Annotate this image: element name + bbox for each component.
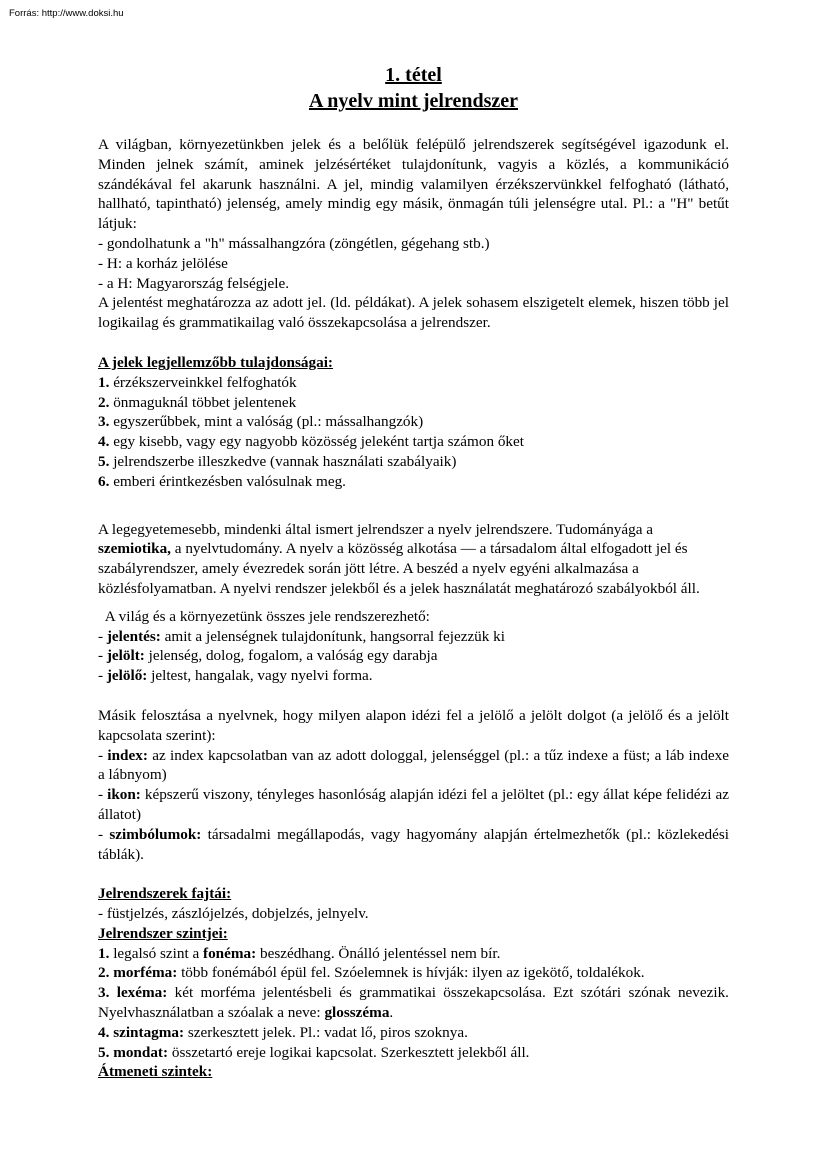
term: ikon: [107,786,141,804]
title-line-1: 1. tétel [385,64,442,86]
term: szintagma: [109,1023,185,1041]
definition-item: - index: az index kapcsolatban van az adott dologgal, jelenséggel (pl.: a tűz indexe a füst; a láb indexe a lábnyom) [98,746,729,784]
definition-item: - jelölt: jelenség, dolog, fogalom, a valóság egy darabja [98,647,438,665]
term: index: [107,746,148,764]
term: fonéma: [203,944,257,962]
section-heading-types: Jelrendszerek fajtái: [98,885,232,903]
term-szemiotika: szemiotika, [98,540,171,558]
section-heading-properties: A jelek legjellemzőbb tulajdonságai: [98,353,333,371]
list-item: 5. jelrendszerbe illeszkedve (vannak használati szabályaik) [98,452,457,470]
example-line: - H: a korház jelölése [98,254,228,272]
level-item: 3. lexéma: két morféma jelentésbeli és grammatikai összekapcsolása. Ezt szótári szónak nevezik. Nyelvhasználatban a szóalak a neve: glosszéma. [98,984,729,1022]
item-number: 2. [98,393,110,411]
definition-item: - jelölő: jeltest, hangalak, vagy nyelvi forma. [98,667,373,685]
list-item: 2. önmaguknál többet jelentenek [98,393,297,411]
item-number: 4. [98,433,110,451]
system-intro: A világ és a környezetünk összes jele rendszerezhető: [98,607,430,625]
item-number: 3. [98,413,110,431]
level-item: 5. mondat: összetartó ereje logikai kapcsolat. Szerkesztett jelekből áll. [98,1043,530,1061]
item-number: 5. [98,452,110,470]
level-item: 2. morféma: több fonémából épül fel. Szóelemnek is hívják: ilyen az igekötő, toldalékok. [98,964,645,982]
level-item: 1. legalsó szint a fonéma: beszédhang. Önálló jelentéssel nem bír. [98,944,501,962]
item-number: 1. [98,373,110,391]
definition-item: - jelentés: amit a jelenségnek tulajdonítunk, hangsorral fejezzük ki [98,627,505,645]
level-item: 4. szintagma: szerkesztett jelek. Pl.: vadat lő, piros szoknya. [98,1023,468,1041]
term: mondat: [109,1043,169,1061]
term: jelentés: [106,627,161,645]
section-heading-transition: Átmeneti szintek: [98,1063,213,1081]
language-paragraph: A legegyetemesebb, mindenki által ismert jelrendszer a nyelv jelrendszere. Tudományága a szemiotika, a nyelvtudomány. A nyelv a közösség alkotása — a társadalom által elfogadott jel és szabályrendszer, amely évezredek során jött létre. A beszéd a nyelv egyéni alkalmazása a közlésfolyamatban. A nyelvi rendszer jelekből és a jelek használatát meghatározó szabályokból áll. [98,520,700,597]
example-line: - a H: Magyarország felségjele. [98,274,290,292]
list-item: 6. emberi érintkezésben valósulnak meg. [98,472,346,490]
example-line: - gondolhatunk a "h" mássalhangzóra (zöngétlen, gégehang stb.) [98,234,490,252]
document-body [98,135,729,1082]
division-intro: Másik felosztása a nyelvnek, hogy milyen alapon idézi fel a jelölő a jelölt dolgot (a jelölő és a jelölt kapcsolata szerint): [98,706,729,744]
term: jelölő: [106,667,148,685]
term: glosszéma [324,1004,390,1022]
term: lexéma: [109,984,168,1002]
intro-paragraph: A világban, környezetünkben jelek és a belőlük felépülő jelrendszerek segítségével igazodunk el. Minden jelnek számít, aminek jelzésértéket tulajdonítunk, vagyis a közlés, a kommunikáció szándékával fel akarunk használni. A jel, mindig valamilyen érzékszervünkkel felfogható (látható, hallható, tapintható) jelenség, amely mindig egy másik, önmagán túli jelenségre utal. Pl.: a "H" betűt látjuk: [98,136,729,233]
item-number: 6. [98,472,110,490]
term: morféma: [109,964,178,982]
list-item: 3. egyszerűbbek, mint a valóság (pl.: mássalhangzók) [98,413,424,431]
definition-item: - szimbólumok: társadalmi megállapodás, vagy hagyomány alapján értelmezhetők (pl.: közlekedési táblák). [98,825,729,863]
intro-paragraph-2: A jelentést meghatározza az adott jel. (ld. példákat). A jelek sohasem elszigetelt elemek, hiszen több jel logikailag és grammatikailag való összekapcsolása a jelrendszer. [98,294,729,332]
section-heading-levels: Jelrendszer szintjei: [98,924,228,942]
term: jelölt: [106,647,145,665]
list-item: 4. egy kisebb, vagy egy nagyobb közösség jeleként tartja számon őket [98,433,524,451]
title-line-2: A nyelv mint jelrendszer [308,90,519,112]
page-title [0,62,827,114]
definition-item: - ikon: képszerű viszony, tényleges hasonlóság alapján idézi fel a jelöltet (pl.: egy állat képe felidézi az állatot) [98,786,730,823]
list-item: 1. érzékszerveinkkel felfoghatók [98,373,297,391]
types-list: - füstjelzés, zászlójelzés, dobjelzés, jelnyelv. [98,905,369,923]
source-url: Forrás: http://www.doksi.hu [9,8,124,19]
term: szimbólumok: [109,825,202,843]
